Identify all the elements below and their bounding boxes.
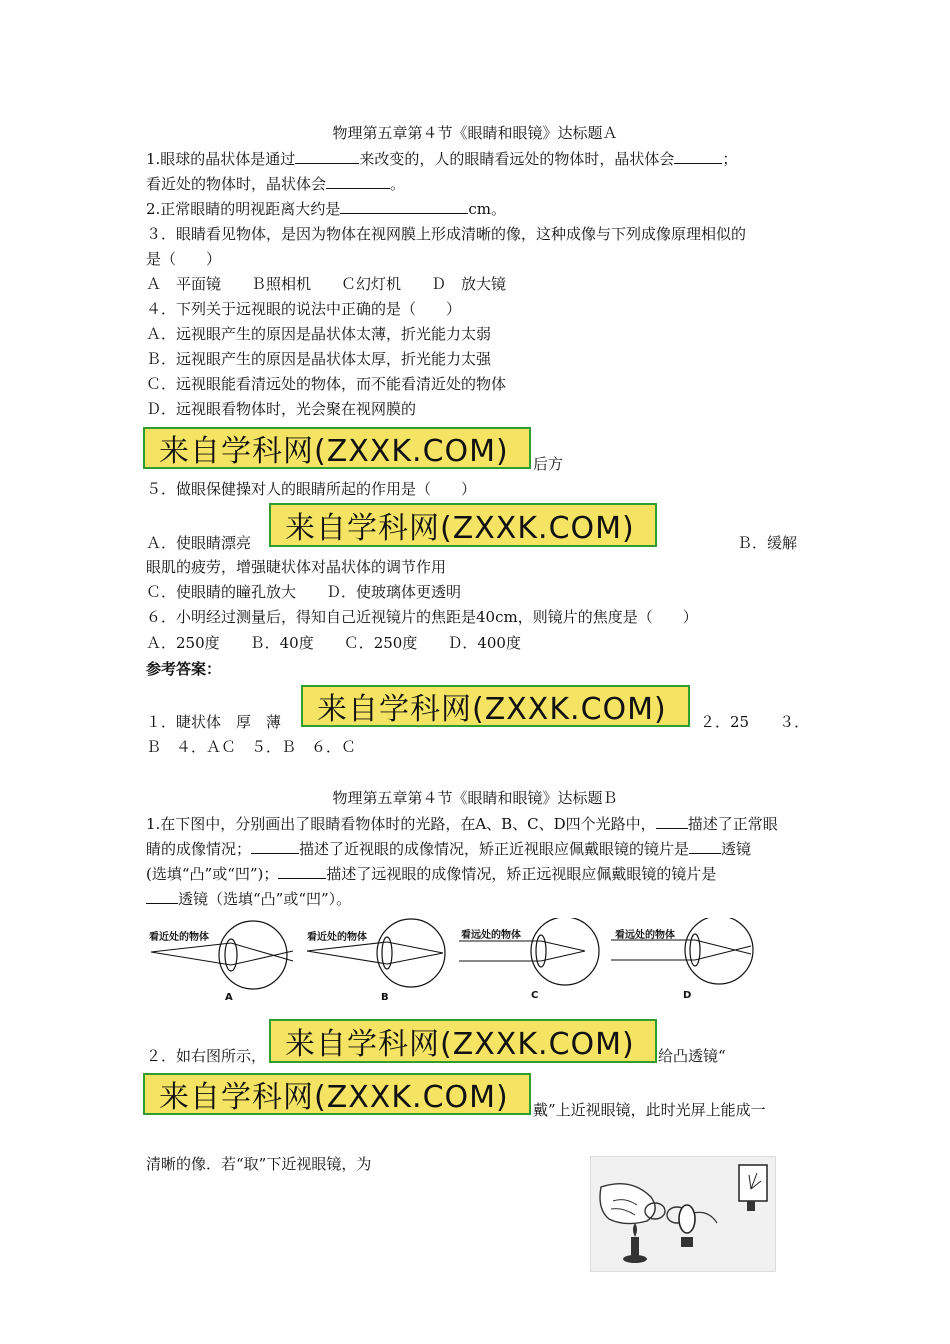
a-question-1-line-2: 看近处的物体时，晶状体会 。 [146,175,406,193]
a-question-3-line-2: 是（ ） [146,250,222,268]
a-question-3-line-1: ３．眼睛看见物体，是因为物体在视网膜上形成清晰的像，这种成像与下列成像原理相似的 [146,225,747,243]
figure-label-d: D [683,990,692,1001]
a-question-4-option-a: Ａ．远视眼产生的原因是晶状体太薄，折光能力太弱 [146,325,492,343]
b-question-1-line-1: 1.在下图中，分别画出了眼睛看物体时的光路，在A、B、C、D四个光路中， 描述了正常眼 [146,815,778,833]
figure-label-b: B [381,992,389,1003]
answers-line-1: １．睫状体 厚 薄 [146,713,282,731]
b-question-2-line-1-tail: 给凸透镜“ [658,1047,726,1065]
answer-blank[interactable] [295,149,359,164]
a-question-6-options: Ａ．250度 Ｂ．40度 Ｃ．250度 Ｄ．400度 [146,634,521,652]
answers-line-2: Ｂ ４．ＡＣ ５．Ｂ ６．Ｃ [146,738,357,756]
a-question-5-option-b-cont: 眼肌的疲劳，增强睫状体对晶状体的调节作用 [146,558,447,576]
answers-heading: 参考答案： [146,660,222,678]
figure-label-c: C [531,990,539,1001]
eye-diagram-a [145,918,295,1008]
lens-experiment-svg [591,1157,775,1271]
figure-caption: 看近处的物体 [307,932,367,943]
watermark-banner: 来自学科网(ZXXK.COM) [269,503,657,547]
watermark-banner: 来自学科网(ZXXK.COM) [269,1019,657,1063]
eye-diagram-b [303,918,453,1008]
b-question-2-line-2: 戴”上近视眼镜，此时光屏上能成一 [533,1101,766,1119]
answer-blank[interactable] [656,814,688,829]
eye-diagram-d [611,918,765,1008]
eye-optics-figure [145,918,765,1008]
figure-caption: 看远处的物体 [615,930,675,941]
answer-blank[interactable] [674,149,722,164]
watermark-banner: 来自学科网(ZXXK.COM) [301,685,690,727]
a-question-5-options-cd: Ｃ．使眼睛的瞳孔放大 Ｄ．使玻璃体更透明 [146,583,462,601]
b-question-2-line-3: 清晰的像．若“取”下近视眼镜，为 [146,1155,372,1173]
title-b: 物理第五章第４节《眼睛和眼镜》达标题Ｂ [332,789,618,807]
a-question-5: ５．做眼保健操对人的眼睛所起的作用是（ ） [146,480,477,498]
title-a: 物理第五章第４节《眼睛和眼镜》达标题Ａ [332,124,618,142]
a-question-5-option-b: Ｂ．缓解 [737,534,798,552]
watermark-banner: 来自学科网(ZXXK.COM) [143,427,531,469]
lens-experiment-image [590,1156,776,1272]
answers-line-1-tail: ２．25 ３． [700,713,810,731]
a-question-6: ６．小明经过测量后，得知自己近视镜片的焦距是40cm，则镜片的焦度是（ ） [146,608,698,626]
answer-blank[interactable] [340,199,468,214]
a-question-4: ４．下列关于远视眼的说法中正确的是（ ） [146,300,462,318]
answer-blank[interactable] [278,864,326,879]
figure-caption: 看近处的物体 [149,932,209,943]
a-question-5-option-a: Ａ．使眼睛漂亮 [146,534,252,552]
a-question-4-option-d: Ｄ．远视眼看物体时，光会聚在视网膜的 [146,400,417,418]
b-question-1-line-4: 透镜（选填“凸”或“凹”）。 [146,889,351,909]
b-question-2-line-1: ２．如右图所示， [146,1047,267,1065]
figure-caption: 看远处的物体 [461,930,521,941]
eye-diagram-c [457,918,607,1008]
figure-label-a: A [225,992,233,1003]
a-question-1-line-1: 1.眼球的晶状体是通过 来改变的，人的眼睛看远处的物体时，晶状体会 ； [146,150,738,168]
a-question-4-option-c: Ｃ．远视眼能看清远处的物体，而不能看清近处的物体 [146,375,507,393]
answer-blank[interactable] [689,839,721,854]
answer-blank[interactable] [146,889,178,904]
answer-blank[interactable] [251,839,299,854]
a-question-4-option-b: Ｂ．远视眼产生的原因是晶状体太厚，折光能力太强 [146,350,492,368]
b-question-1-line-3: (选填“凸”或“凹”)； 描述了远视眼的成像情况，矫正远视眼应佩戴眼镜的镜片是 [146,865,717,883]
a-question-2: 2.正常眼睛的明视距离大约是 cm。 [146,200,506,218]
a-question-4-option-d-tail: 后方 [533,455,564,473]
b-question-1-line-2: 睛的成像情况； 描述了近视眼的成像情况，矫正近视眼应佩戴眼镜的镜片是 透镜 [146,840,752,858]
watermark-banner: 来自学科网(ZXXK.COM) [143,1073,531,1115]
answer-blank[interactable] [326,174,390,189]
a-question-3-options: Ａ 平面镜 Ｂ照相机 Ｃ幻灯机 Ｄ 放大镜 [146,275,507,293]
